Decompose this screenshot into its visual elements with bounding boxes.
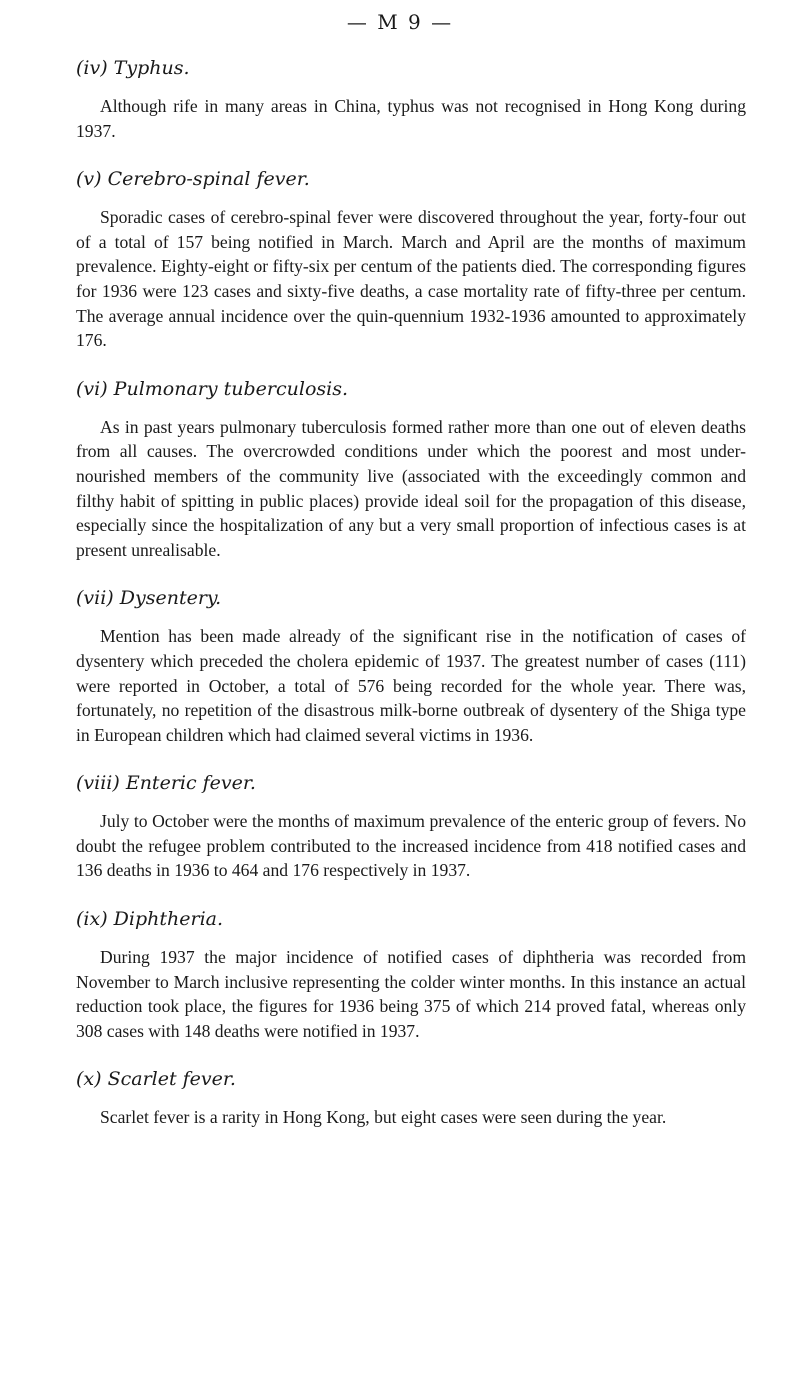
section-heading: (viii) Enteric fever. — [76, 772, 256, 795]
page-content — [76, 56, 746, 1154]
section-typhus — [76, 56, 746, 143]
section-heading: (ix) Diphtheria. — [76, 908, 224, 931]
section-heading: (vi) Pulmonary tuberculosis. — [76, 377, 349, 400]
section-paragraph: Although rife in many areas in China, typhus was not recognised in Hong Kong during 1937. — [76, 96, 746, 141]
section-dysentery — [76, 586, 746, 747]
section-heading: (x) Scarlet fever. — [76, 1068, 236, 1091]
section-paragraph: July to October were the months of maximum prevalence of the enteric group of fevers. No doubt the refugee problem contributed to the increased incidence from 418 notified cases and 136 deaths in 1936 to 464 and 176 respectively in 1937. — [76, 811, 746, 881]
section-pulmonary-tuberculosis — [76, 377, 746, 563]
section-paragraph: As in past years pulmonary tuberculosis formed rather more than one out of eleven deaths from all causes. The overcrowded conditions under which the poorest and most under-nourished members of the community live (associated with the exceedingly common and filthy habit of spitting in public places) provide ideal soil for the propagation of this disease, especially since the hospitalization of any but a very small proportion of infectious cases is at present unrealisable. — [76, 416, 746, 560]
section-paragraph: Sporadic cases of cerebro-spinal fever were discovered throughout the year, forty-four out of a total of 157 being notified in March. March and April are the months of maximum prevalence. Eighty-eight or fifty-six per centum of the patients died. The corresponding figures for 1936 were 123 cases and sixty-five deaths, a case mortality rate of fifty-three per centum. The average annual incidence over the quin-quennium 1932-1936 amounted to approximately 176. — [76, 207, 746, 351]
section-enteric-fever — [76, 771, 746, 883]
section-heading: (v) Cerebro-spinal fever. — [76, 168, 310, 191]
section-heading: (iv) Typhus. — [76, 57, 190, 79]
section-paragraph: During 1937 the major incidence of notified cases of diphtheria was recorded from November to March inclusive representing the colder winter months. In this instance an actual reduction took place, the figures for 1936 being 375 of which 214 proved fatal, whereas only 308 cases with 148 deaths were notified in 1937. — [76, 947, 746, 1041]
section-paragraph: Scarlet fever is a rarity in Hong Kong, but eight cases were seen during the year. — [100, 1107, 667, 1128]
page-number: — M 9 — — [346, 10, 454, 34]
section-cerebro-spinal-fever — [76, 167, 746, 353]
section-diphtheria — [76, 907, 746, 1043]
section-scarlet-fever — [76, 1067, 746, 1130]
section-paragraph: Mention has been made already of the significant rise in the notification of cases of dysentery which preceded the cholera epidemic of 1937. The greatest number of cases (111) were reported in October, a total of 576 being recorded for the whole year. There was, fortunately, no repetition of the disastrous milk-borne outbreak of dysentery of the Shiga type in European children which had claimed several victims in 1936. — [76, 626, 746, 745]
section-heading: (vii) Dysentery. — [76, 587, 222, 610]
